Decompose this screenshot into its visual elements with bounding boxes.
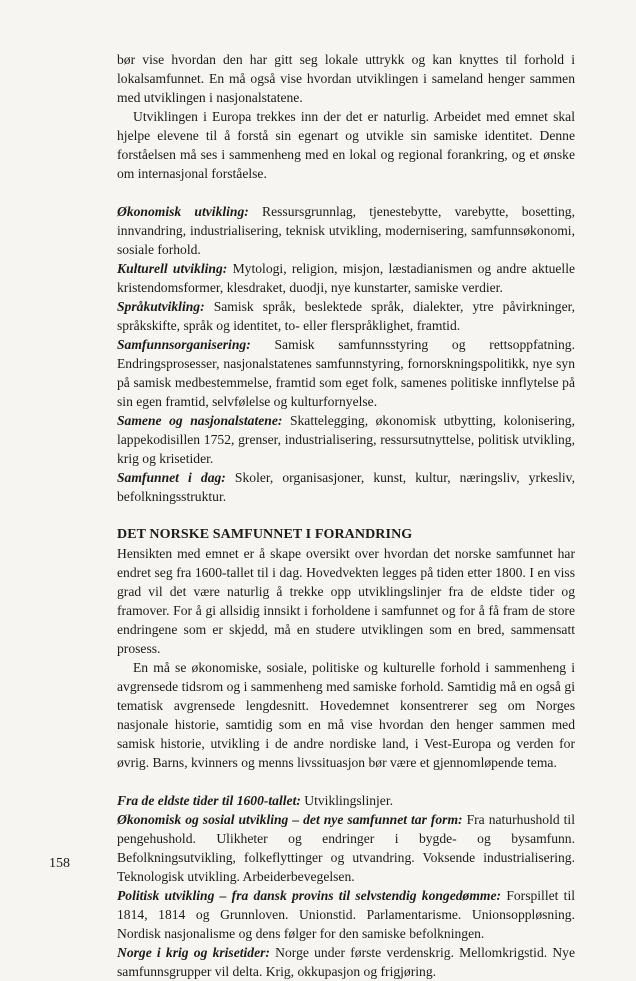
topic-term: Økonomisk utvikling:: [117, 204, 249, 219]
period-item: [117, 810, 575, 886]
period-term: Norge i krig og krisetider:: [117, 945, 270, 960]
topic-term: Samfunnsorganisering:: [117, 337, 251, 352]
period-item: [117, 791, 575, 810]
topic-text: Skoler, organisasjoner, kunst, kultur, næringsliv, yrkesliv, befolkningsstruktur.: [117, 470, 575, 504]
period-item: [117, 886, 575, 943]
topic-term: Kulturell utvikling:: [117, 261, 228, 276]
topic-text: Samisk språk, beslektede språk, dialekter, ytre påvirkninger, språkskifte, språk og identitet, to- eller flerspråklighet, framtid.: [117, 299, 575, 333]
topic-item: [117, 259, 575, 297]
topic-term: Språkutvikling:: [117, 299, 205, 314]
topic-term: Samfunnet i dag:: [117, 470, 226, 485]
topic-item: [117, 335, 575, 411]
period-term: Økonomisk og sosial utvikling – det nye samfunnet tar form:: [117, 812, 463, 827]
intro-paragraph-2: Utviklingen i Europa trekkes inn der det er naturlig. Arbeidet med emnet skal hjelpe elevene til å forstå sin egenart og utvikle sin samiske identitet. Denne forståelsen må ses i sammenheng med en lokal og regional forankring, og et ønske om internasjonal forståelse.: [117, 109, 575, 181]
topic-item: [117, 468, 575, 506]
section-paragraph-2: En må se økonomiske, sosiale, politiske og kulturelle forhold i sammenheng i avgrensede tidsrom og i sammenheng med samiske forhold. Samtidig må en også gi tematisk avgrensede lengdesnitt. Hovedemnet konsentrerer seg om Norges nasjonale historie, samtidig som en må vise hvordan den henger sammen med samisk historie, utvikling i de andre nordiske land, i Vest-Europa og verden for øvrig. Barns, kvinners og menns livssituasjon bør være et gjennomløpende tema.: [117, 660, 575, 770]
topic-term: Samene og nasjonalstatene:: [117, 413, 283, 428]
spacer: [117, 772, 575, 791]
topic-list: [117, 202, 575, 506]
page-text: [117, 50, 575, 981]
spacer: [117, 506, 575, 525]
topic-text: Ressursgrunnlag, tjenestebytte, varebytte, bosetting, innvandring, industrialisering, teknisk utvikling, modernisering, samfunnsøkonomi, sosiale forhold.: [117, 204, 575, 257]
topic-item: [117, 297, 575, 335]
period-item: [117, 943, 575, 981]
period-text: Utviklingslinjer.: [304, 793, 394, 808]
period-term: Politisk utvikling – fra dansk provins til selvstendig kongedømme:: [117, 888, 502, 903]
intro-paragraph-1: bør vise hvordan den har gitt seg lokale uttrykk og kan knyttes til forhold i lokalsamfunnet. En må også vise hvordan utviklingen i sameland henger sammen med utviklingen i nasjonalstatene.: [117, 52, 575, 105]
topic-text: Mytologi, religion, misjon, læstadianismen og andre aktuelle kristendomsformer, klesdraket, duodji, nye kunstarter, samiske verdier.: [117, 261, 576, 295]
period-text: Forspillet til 1814, 1814 og Grunnloven. Unionstid. Parlamentarisme. Unionsoppløsning. Nordisk nasjonalisme og dens følger for den samiske befolkningen.: [117, 888, 575, 941]
period-text: Fra naturhushold til pengehushold. Ulikheter og endringer i bygde- og bysamfunn. Befolkningsutvikling, folkeflyttinger og utvandring. Voksende industrialisering. Teknologisk utvikling. Arbeiderbevegelsen.: [117, 812, 575, 884]
topic-item: [117, 202, 575, 259]
spacer: [117, 183, 575, 202]
period-term: Fra de eldste tider til 1600-tallet:: [117, 793, 301, 808]
page-number: 158: [49, 856, 70, 871]
section-paragraph-1: Hensikten med emnet er å skape oversikt over hvordan det norske samfunnet har endret seg fra 1600-tallet til i dag. Hovedvekten legges på tiden etter 1800. I en viss grad vil det være naturlig å trekke opp utviklingslinjer fra de eldste tider og framover. For å gi allsidig innsikt i forholdene i samfunnet og for å få fram de store endringene som er skjedd, må en studere utviklingen som en bred, sammensatt prosess.: [117, 546, 575, 656]
topic-item: [117, 411, 575, 468]
period-text: Norge under første verdenskrig. Mellomkrigstid. Nye samfunnsgrupper vil delta. Krig, okkupasjon og frigjøring.: [117, 945, 575, 979]
section-heading: DET NORSKE SAMFUNNET I FORANDRING: [117, 527, 413, 542]
period-list: [117, 791, 575, 981]
topic-text: Samisk samfunnsstyring og rettsoppfatning. Endringsprosesser, nasjonalstatenes samfunnstyring, fornorskningspolitikk, nye syn på samisk medbestemmelse, framtid som eget folk, samenes politiske innflytelse på sin egen framtid, selvfølelse og kulturfornyelse.: [117, 337, 575, 409]
topic-text: Skattelegging, økonomisk utbytting, kolonisering, lappekodisillen 1752, grenser, industrialisering, ressursutnyttelse, politisk utvikling, krig og krisetider.: [117, 413, 575, 466]
